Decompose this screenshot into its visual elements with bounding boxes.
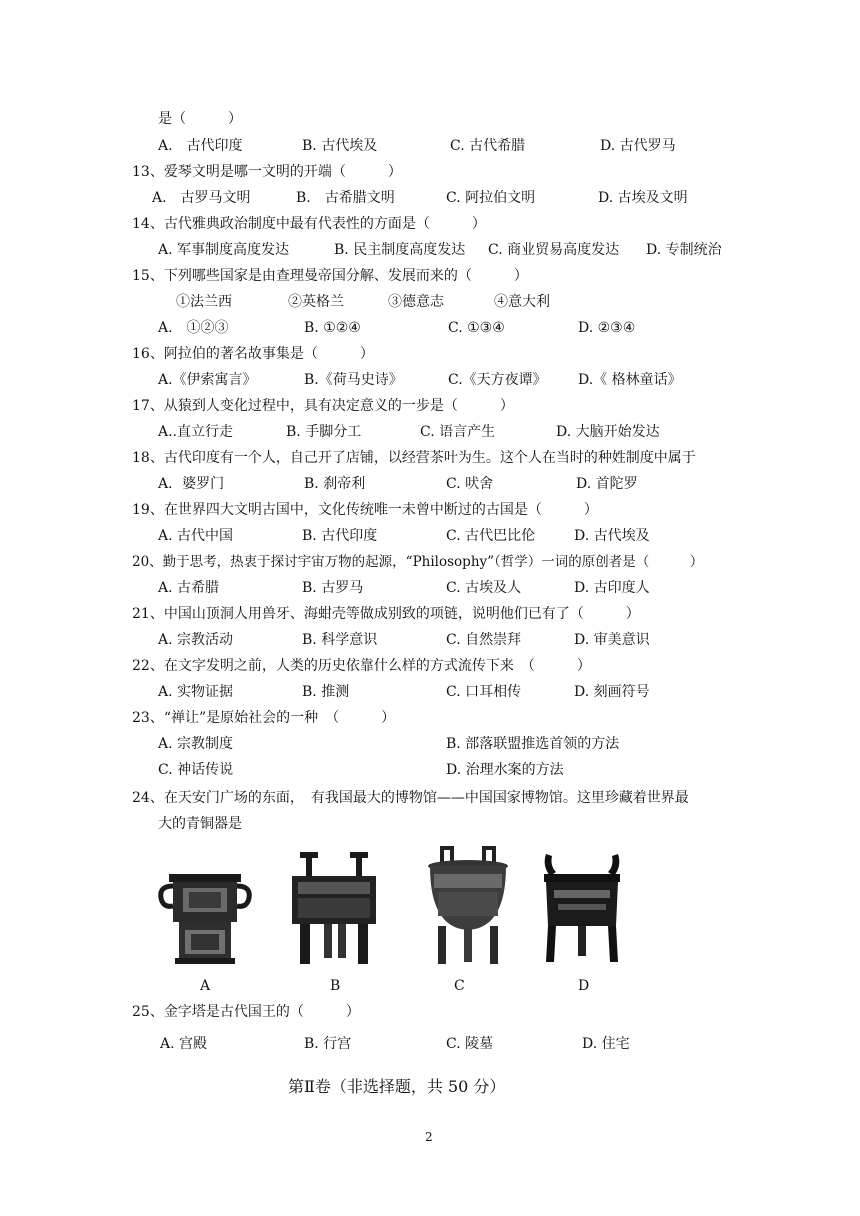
q18-option-a: A．婆罗门 [158,476,225,492]
image-label-c: C [454,978,465,994]
q20-option-b: B. 古罗马 [302,580,364,596]
q20-option-a: A. 古希腊 [158,580,220,596]
q22-option-d: D. 刻画符号 [574,684,650,700]
q19-option-b: B. 古代印度 [302,528,378,544]
q18-stem: 18、古代印度有一个人，自己开了店铺，以经营茶叶为生。这个人在当时的种姓制度中属于 [132,450,696,466]
q14-option-d: D. 专制统治 [646,242,722,258]
q23-option-c: C. 神话传说 [158,762,234,778]
q20-stem: 20、勤于思考，热衷于探讨宇宙万物的起源，“Philosophy”（哲学）一词的原创者是（ ） [132,554,704,570]
q12-option-c: C. 古代希腊 [450,138,526,154]
q19-option-c: C. 古代巴比伦 [446,528,536,544]
q21-option-b: B. 科学意识 [302,632,378,648]
image-label-b: B [330,978,341,994]
q20-option-d: D. 古印度人 [574,580,650,596]
q14-stem: 14、古代雅典政治制度中最有代表性的方面是（ ） [132,216,486,232]
image-label-a: A [200,978,211,994]
q21-option-d: D. 审美意识 [574,632,650,648]
q25-option-a: A. 宫殿 [160,1036,208,1052]
q18-option-d: D. 首陀罗 [576,476,638,492]
q17-stem: 17、从猿到人变化过程中，具有决定意义的一步是（ ） [132,398,514,414]
q25-option-c: C. 陵墓 [446,1036,494,1052]
q15-option-c: C. ①③④ [448,320,505,336]
q15-option-b: B. ①②④ [304,320,361,336]
q22-option-c: C. 口耳相传 [446,684,522,700]
q15-item-1: ①法兰西 [176,294,232,310]
q22-stem: 22、在文字发明之前，人类的历史依靠什么样的方式流传下来 （ ） [132,658,591,674]
q23-stem: 23、“禅让”是原始社会的一种 （ ） [132,710,396,726]
q14-option-c: C. 商业贸易高度发达 [488,242,620,258]
q15-item-4: ④意大利 [494,294,550,310]
image-label-d: D [578,978,590,994]
bronze-vessel-image-d [532,836,632,970]
q15-item-3: ③德意志 [388,294,444,310]
q13-option-a: A. 古罗马文明 [152,190,251,206]
q17-option-d: D. 大脑开始发达 [556,424,660,440]
q22-option-b: B. 推测 [302,684,350,700]
q25-option-b: B. 行宫 [304,1036,352,1052]
q15-option-a: A. ①②③ [158,320,229,336]
q16-option-c: C.《天方夜谭》 [448,372,547,388]
q23-option-b: B. 部落联盟推选首领的方法 [446,736,620,752]
page-number: 2 [425,1130,433,1144]
q15-stem: 15、下列哪些国家是由查理曼帝国分解、发展而来的（ ） [132,268,528,284]
bronze-vessel-image-a [155,836,255,970]
q15-option-d: D. ②③④ [578,320,636,336]
q13-option-c: C. 阿拉伯文明 [446,190,536,206]
q23-option-a: A. 宗教制度 [158,736,234,752]
q13-stem: 13、爱琴文明是哪一文明的开端（ ） [132,164,402,180]
q16-option-b: B.《荷马史诗》 [304,372,403,388]
q12-option-a: A. 古代印度 [158,138,243,154]
q21-option-a: A. 宗教活动 [158,632,234,648]
q17-option-a: A..直立行走 [158,424,234,440]
q18-option-b: B. 刹帝利 [304,476,366,492]
q23-option-d: D. 治理水案的方法 [446,762,564,778]
q16-option-a: A.《伊索寓言》 [158,372,257,388]
q21-option-c: C. 自然崇拜 [446,632,522,648]
q24-stem-line2: 大的青铜器是 [158,816,242,832]
q19-option-d: D. 古代埃及 [574,528,650,544]
q21-stem: 21、中国山顶洞人用兽牙、海蚶壳等做成别致的项链，说明他们已有了（ ） [132,606,640,622]
q25-option-d: D. 住宅 [582,1036,630,1052]
bronze-vessel-image-c [418,836,518,970]
q25-stem: 25、金字塔是古代国王的（ ） [132,1004,360,1020]
q16-stem: 16、阿拉伯的著名故事集是（ ） [132,346,374,362]
q14-option-a: A. 军事制度高度发达 [158,242,290,258]
bronze-vessel-image-b [284,836,384,970]
q24-stem-line1: 24、在天安门广场的东面， 有我国最大的博物馆——中国国家博物馆。这里珍藏着世界最 [132,790,689,806]
q19-option-a: A. 古代中国 [158,528,234,544]
q13-option-b: B. 古希腊文明 [296,190,395,206]
q20-option-c: C. 古埃及人 [446,580,522,596]
q16-option-d: D.《 格林童话》 [578,372,682,388]
q18-option-c: C. 吠舍 [446,476,494,492]
q12-option-b: B. 古代埃及 [302,138,378,154]
q12-option-d: D. 古代罗马 [600,138,676,154]
q22-option-a: A. 实物证据 [158,684,234,700]
q13-option-d: D. 古埃及文明 [598,190,688,206]
q12-stem-continuation: 是（ ） [158,111,242,127]
section-ii-title: 第Ⅱ卷（非选择题，共 50 分） [288,1077,506,1096]
q14-option-b: B. 民主制度高度发达 [334,242,466,258]
q17-option-b: B. 手脚分工 [286,424,362,440]
q15-item-2: ②英格兰 [288,294,344,310]
q17-option-c: C. 语言产生 [420,424,496,440]
q19-stem: 19、在世界四大文明古国中，文化传统唯一未曾中断过的古国是（ ） [132,502,598,518]
